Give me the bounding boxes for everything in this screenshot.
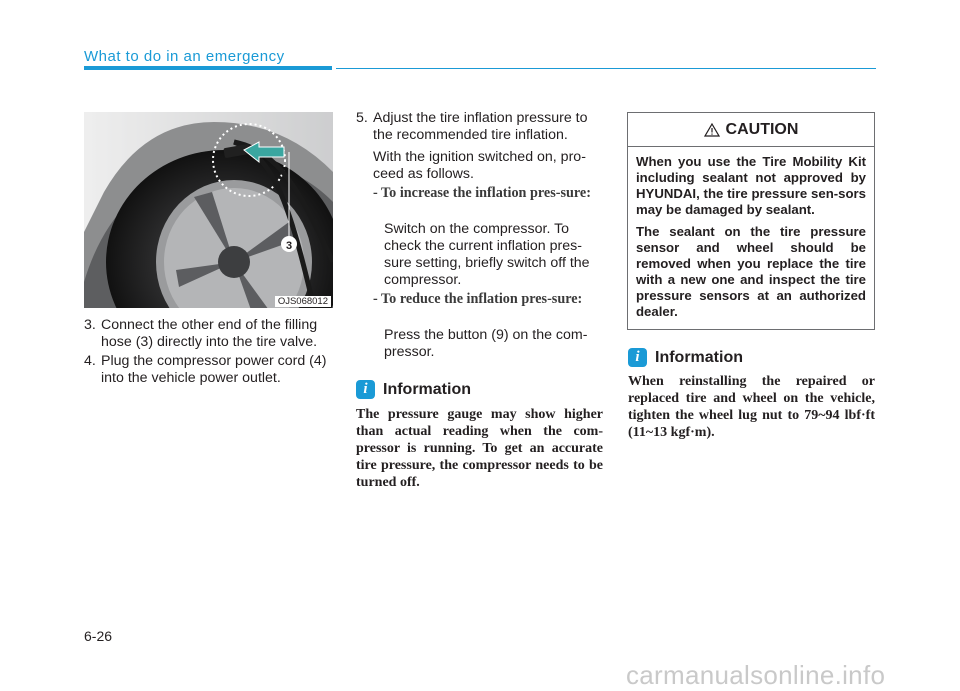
header-rule bbox=[336, 68, 876, 69]
step-text: Adjust the tire inflation pressure to the recommended tire inflation. bbox=[373, 110, 588, 143]
step-text: Connect the other end of the filling hose (3) directly into the tire valve. bbox=[101, 317, 318, 350]
step-4 bbox=[84, 353, 334, 387]
step-3 bbox=[84, 317, 334, 351]
information-heading-2 bbox=[628, 348, 743, 367]
header-rule-accent bbox=[84, 66, 332, 70]
step-number: 5. bbox=[356, 110, 368, 126]
info-icon: i bbox=[356, 380, 375, 399]
page-number: 6-26 bbox=[84, 628, 113, 644]
information-text-1: The pressure gauge may show higher than actual reading when the com-pressor is running. To get an accurate tire pressure, the compressor needs to be turned off. bbox=[356, 407, 603, 490]
caution-header bbox=[628, 113, 874, 147]
information-title: Information bbox=[383, 380, 471, 398]
caution-box bbox=[627, 112, 875, 330]
reduce-pressure-text: Press the button (9) on the com-pressor. bbox=[384, 327, 588, 360]
step-number: 4. bbox=[84, 353, 96, 369]
information-text-2: When reinstalling the repaired or replaced tire and wheel on the vehicle, tighten the wheel lug nut to 79~94 lbf·ft (11~13 kgf·m). bbox=[628, 374, 875, 440]
info-icon: i bbox=[628, 348, 647, 367]
information-title: Information bbox=[655, 348, 743, 366]
tire-illustration-svg bbox=[84, 112, 333, 308]
increase-pressure-heading: - To increase the inflation pres-sure: bbox=[373, 185, 591, 201]
watermark-text: carmanualsonline.info bbox=[626, 660, 886, 690]
callout-number: 3 bbox=[285, 240, 293, 252]
caution-paragraph-1: When you use the Tire Mobility Kit including sealant not approved by HYUNDAI, the tire pressure sen-sors may be damaged by sealant. bbox=[636, 154, 866, 217]
reduce-pressure-heading: - To reduce the inflation pres-sure: bbox=[373, 291, 583, 307]
information-heading-1 bbox=[356, 380, 471, 399]
increase-pressure-text: Switch on the compressor. To check the current inflation pres-sure setting, briefly switch off the compressor. bbox=[384, 221, 590, 288]
step-text: Plug the compressor power cord (4) into the vehicle power outlet. bbox=[101, 353, 327, 386]
caution-paragraph-2: The sealant on the tire pressure sensor and wheel should be removed when you replace the tire with a new one and inspect the tire pressure sensors at an authorized dealer. bbox=[636, 224, 866, 319]
step-5 bbox=[356, 110, 606, 144]
figure-code: OJS068012 bbox=[275, 296, 331, 307]
caution-body bbox=[628, 147, 874, 320]
ignition-instruction: With the ignition switched on, pro-ceed as follows. bbox=[373, 149, 586, 182]
step-number: 3. bbox=[84, 317, 96, 333]
warning-triangle-icon bbox=[704, 123, 720, 137]
section-title: What to do in an emergency bbox=[84, 48, 285, 65]
tire-valve-illustration bbox=[84, 112, 333, 308]
caution-title: CAUTION bbox=[725, 120, 799, 138]
